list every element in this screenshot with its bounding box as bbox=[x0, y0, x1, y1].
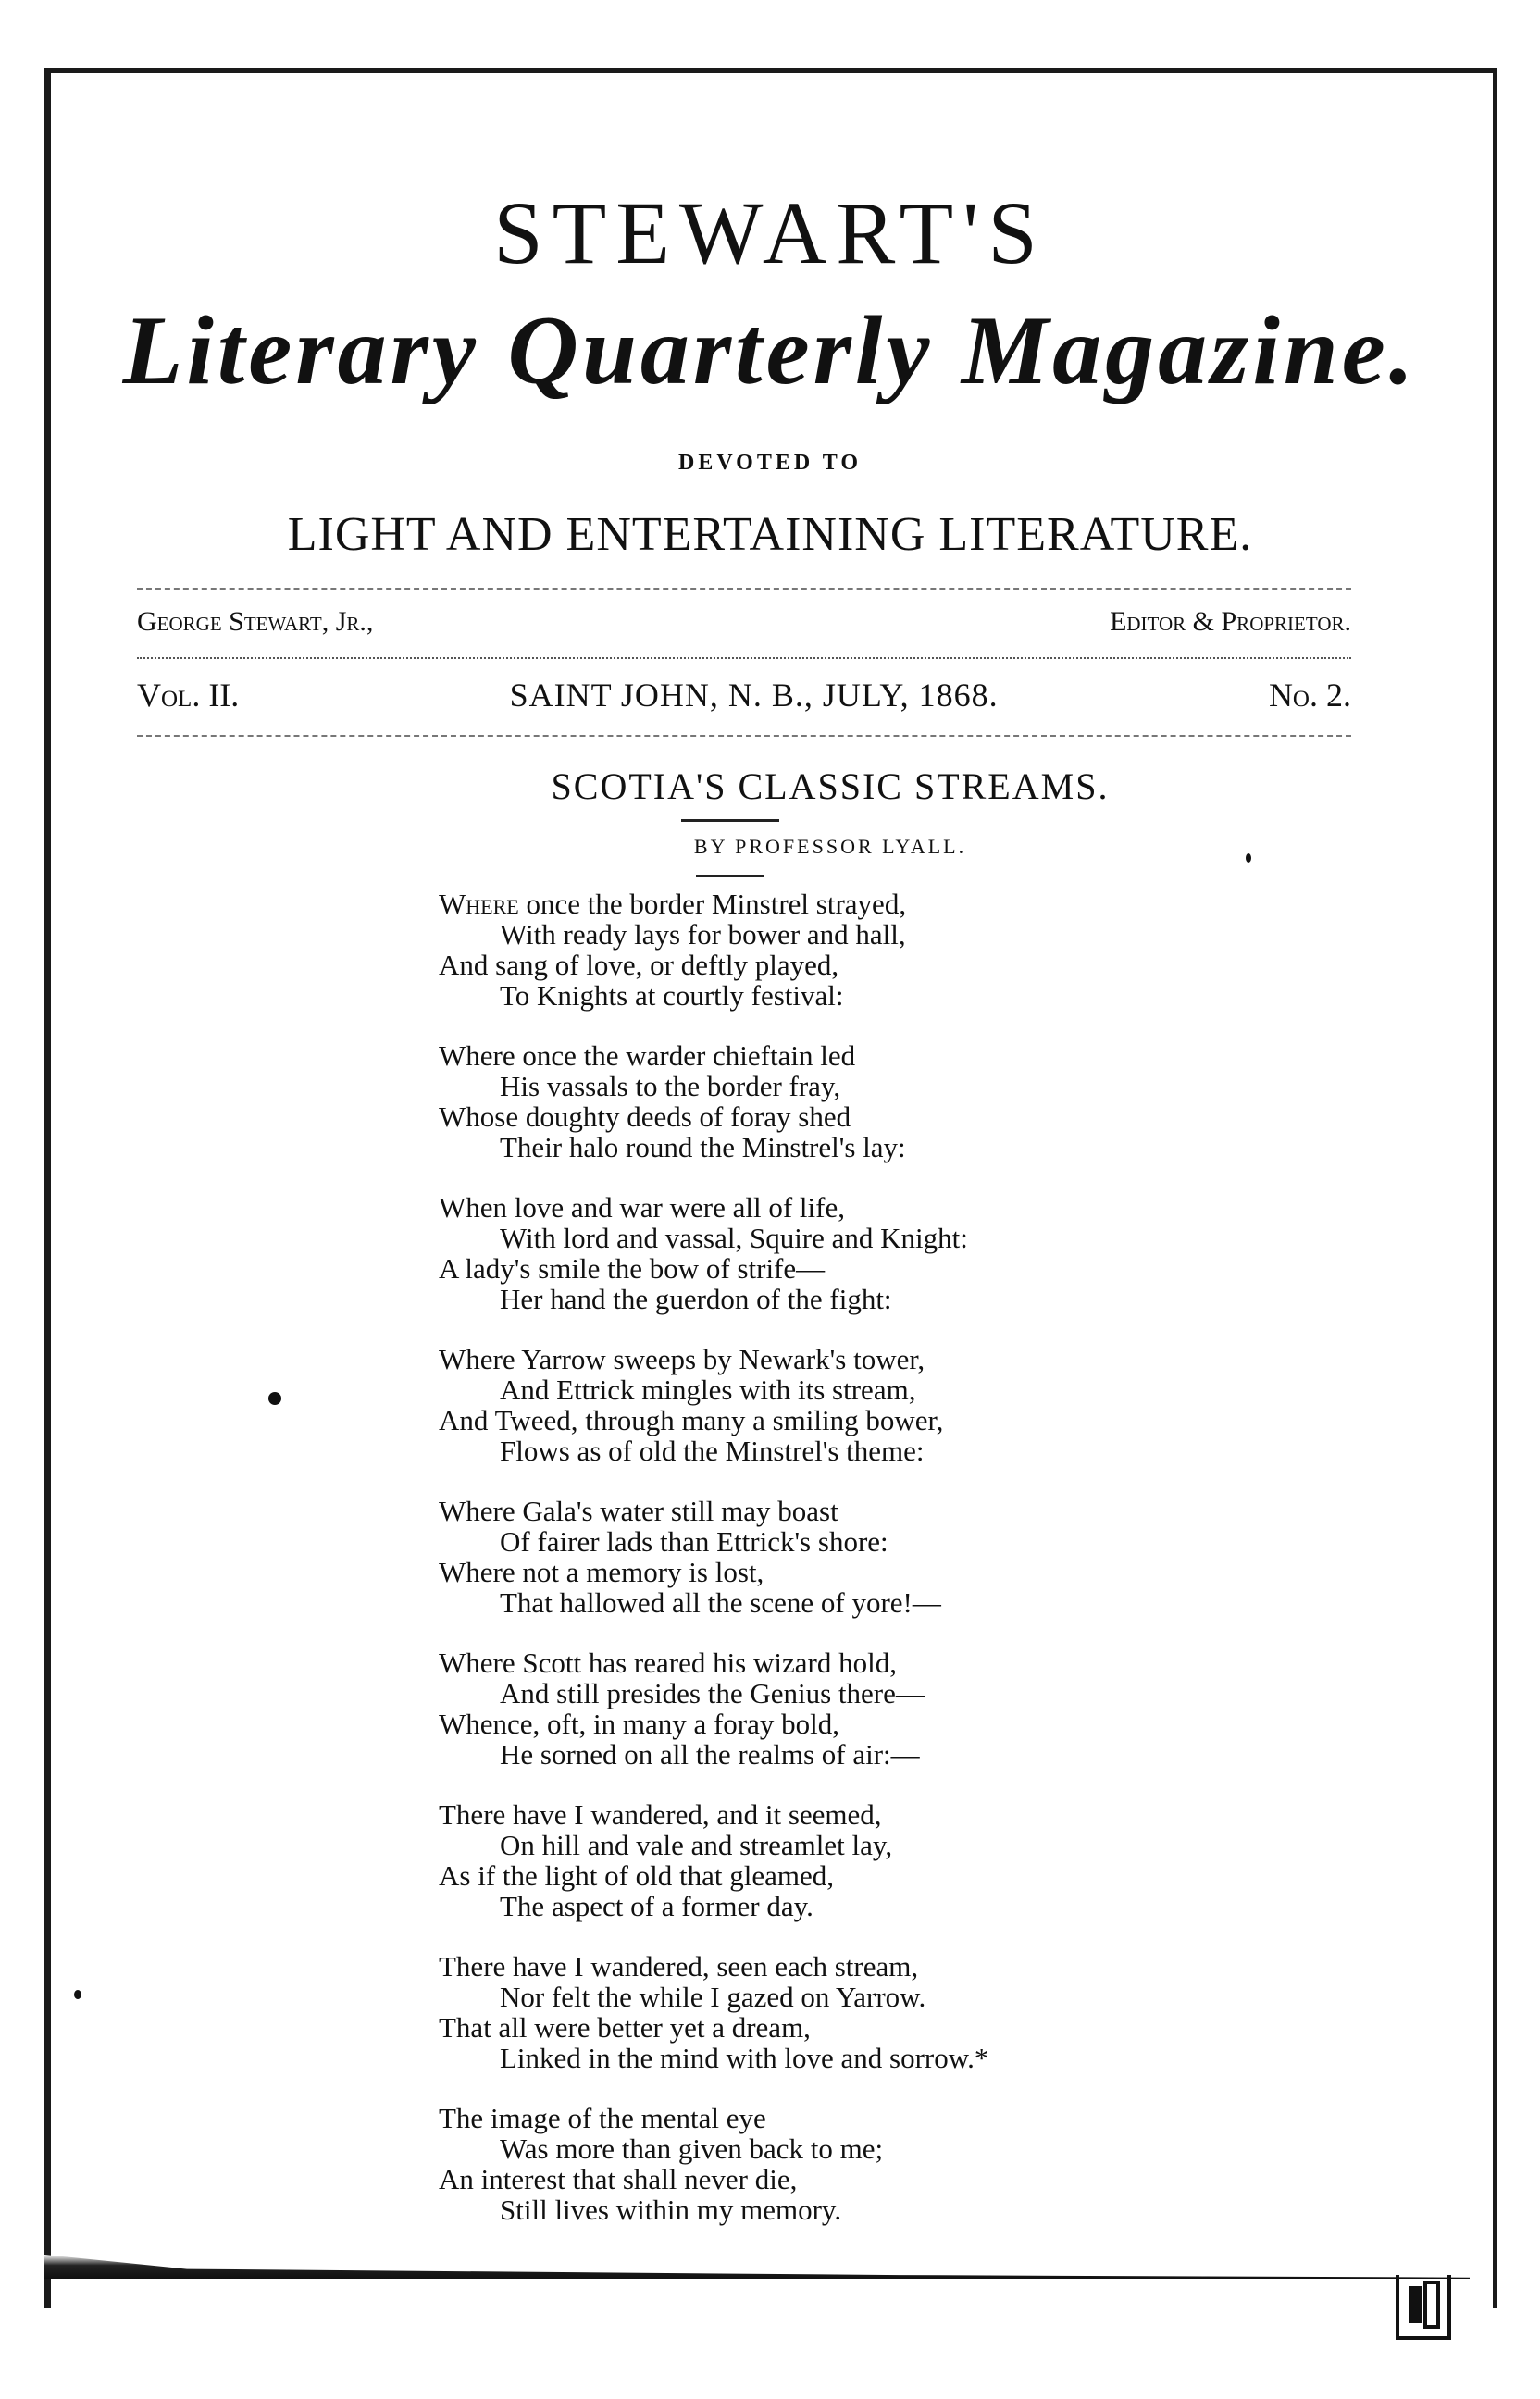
poem-line: Whose doughty deeds of foray shed bbox=[439, 1100, 851, 1133]
poem-line: And still presides the Genius there— bbox=[500, 1677, 925, 1709]
poem-line: Their halo round the Minstrel's lay: bbox=[500, 1131, 906, 1163]
poem-line: And Tweed, through many a smiling bower, bbox=[439, 1404, 944, 1436]
stanza bbox=[439, 2103, 1364, 2225]
stanza bbox=[439, 1647, 1364, 1770]
masthead-tagline: LIGHT AND ENTERTAINING LITERATURE. bbox=[287, 508, 1253, 561]
poem-first-word: Where bbox=[439, 888, 519, 920]
ink-blot bbox=[268, 1392, 281, 1405]
poem-line: There have I wandered, and it seemed, bbox=[439, 1798, 882, 1831]
poem-line: With lord and vassal, Squire and Knight: bbox=[500, 1222, 968, 1254]
poem-line: Still lives within my memory. bbox=[500, 2194, 842, 2226]
title-underline bbox=[681, 819, 779, 822]
poem-line: Where Yarrow sweeps by Newark's tower, bbox=[439, 1343, 925, 1375]
poem-line: The aspect of a former day. bbox=[500, 1890, 813, 1922]
poem-line: To Knights at courtly festival: bbox=[500, 979, 844, 1012]
byline-underline bbox=[696, 875, 764, 877]
poem-line: That all were better yet a dream, bbox=[439, 2011, 811, 2044]
editor-role: Editor & Proprietor. bbox=[1110, 606, 1351, 637]
stanza bbox=[439, 889, 1364, 1011]
ink-blot bbox=[74, 1990, 81, 1999]
corner-mark bbox=[1396, 2275, 1451, 2340]
issue-number: No. 2. bbox=[1268, 677, 1351, 714]
poem-line-rest: once the border Minstrel strayed, bbox=[518, 888, 907, 920]
editor-row bbox=[137, 606, 1351, 638]
poem-line: Where Gala's water still may boast bbox=[439, 1495, 838, 1527]
poem-line: That hallowed all the scene of yore!— bbox=[500, 1586, 941, 1619]
issue-row bbox=[137, 676, 1351, 715]
stanza bbox=[439, 1496, 1364, 1618]
poem-line: Her hand the guerdon of the fight: bbox=[500, 1283, 892, 1315]
stanza bbox=[439, 1040, 1364, 1162]
poem-line: Where not a memory is lost, bbox=[439, 1556, 764, 1588]
poem-line: Was more than given back to me; bbox=[500, 2132, 884, 2165]
masthead-subtitle: Literary Quarterly Magazine. bbox=[122, 296, 1418, 404]
poem-line: Flows as of old the Minstrel's theme: bbox=[500, 1435, 925, 1467]
poem-body bbox=[439, 889, 1364, 2255]
poem-line: On hill and vale and streamlet lay, bbox=[500, 1829, 893, 1861]
poem-line: Linked in the mind with love and sorrow.* bbox=[500, 2042, 989, 2074]
stanza bbox=[439, 1344, 1364, 1466]
poem-line: The image of the mental eye bbox=[439, 2102, 766, 2134]
issue-place-date: SAINT JOHN, N. B., JULY, 1868. bbox=[509, 677, 999, 714]
poem-line: And sang of love, or deftly played, bbox=[439, 949, 839, 981]
devoted-label: DEVOTED TO bbox=[677, 451, 862, 475]
stanza bbox=[439, 1192, 1364, 1314]
poem-line bbox=[439, 889, 1364, 919]
divider-rule bbox=[137, 735, 1351, 737]
stanza bbox=[439, 1951, 1364, 2073]
stanza bbox=[439, 1799, 1364, 1921]
poem-line: There have I wandered, seen each stream, bbox=[439, 1950, 919, 1983]
divider-rule bbox=[137, 588, 1351, 590]
divider-rule bbox=[137, 657, 1351, 659]
poem-line: And Ettrick mingles with its stream, bbox=[500, 1374, 916, 1406]
poem-line: An interest that shall never die, bbox=[439, 2163, 798, 2195]
poem-line: Where Scott has reared his wizard hold, bbox=[439, 1647, 897, 1679]
masthead-title: STEWART'S bbox=[493, 183, 1047, 282]
volume-label: Vol. II. bbox=[137, 677, 240, 714]
poem-line: His vassals to the border fray, bbox=[500, 1070, 841, 1102]
poem-line: Whence, oft, in many a foray bold, bbox=[439, 1708, 839, 1740]
poem-line: Of fairer lads than Ettrick's shore: bbox=[500, 1525, 888, 1558]
poem-title: SCOTIA'S CLASSIC STREAMS. bbox=[551, 765, 1110, 807]
poem-line: Where once the warder chieftain led bbox=[439, 1039, 856, 1072]
poem-line: Nor felt the while I gazed on Yarrow. bbox=[500, 1981, 926, 2013]
editor-name: George Stewart, Jr., bbox=[137, 606, 374, 637]
poem-byline: BY PROFESSOR LYALL. bbox=[693, 835, 967, 858]
poem-line: He sorned on all the realms of air:— bbox=[500, 1738, 920, 1771]
poem-line: As if the light of old that gleamed, bbox=[439, 1859, 835, 1892]
poem-line: When love and war were all of life, bbox=[439, 1191, 845, 1224]
poem-line: A lady's smile the bow of strife— bbox=[439, 1252, 826, 1285]
poem-line: With ready lays for bower and hall, bbox=[500, 918, 906, 951]
